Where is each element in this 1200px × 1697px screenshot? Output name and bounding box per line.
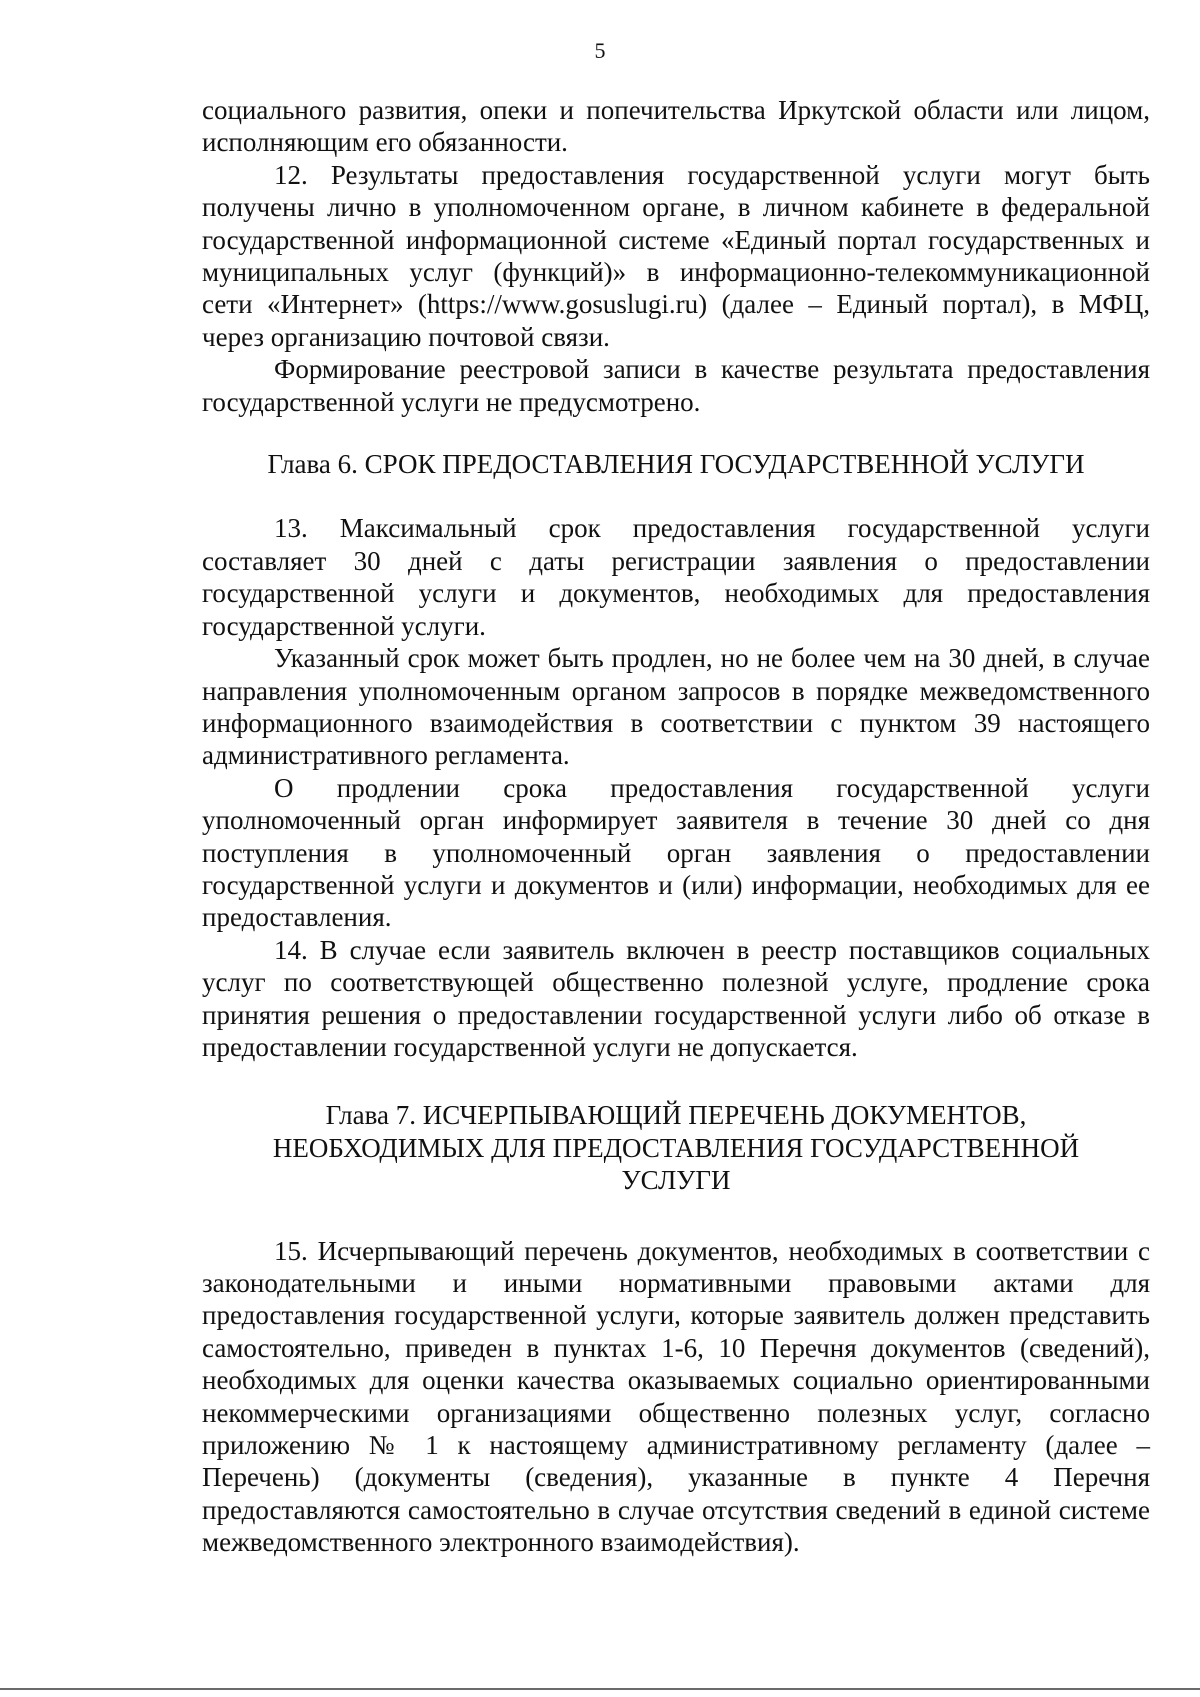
paragraph-14: 14. В случае если заявитель включен в реестр поставщиков социальных услуг по соответствующей общественно полезной услуге, продление срока принятия решения о предоставлении государственной услуги либо об отказе в предоставлении государственной услуги не допускается. <box>202 934 1150 1062</box>
paragraph-13-notification: О продлении срока предоставления государственной услуги уполномоченный орган информирует заявителя в течение 30 дней со дня поступления в уполномоченный орган заявления о предоставлении государственной услуги и документов и (или) информации, необходимых для ее предоставления. <box>202 772 1150 933</box>
chapter-7-heading-line-1: Глава 7. ИСЧЕРПЫВАЮЩИЙ ПЕРЕЧЕНЬ ДОКУМЕНТОВ, <box>325 1100 1027 1131</box>
paragraph-12-registry-note: Формирование реестровой записи в качестве результата предоставления государственной услуги не предусмотрено. <box>202 354 1150 417</box>
chapter-6-heading: Глава 6. СРОК ПРЕДОСТАВЛЕНИЯ ГОСУДАРСТВЕННОЙ УСЛУГИ <box>267 449 1085 480</box>
paragraph-12: 12. Результаты предоставления государственной услуги могут быть получены лично в уполномоченном органе, в личном кабинете в федеральной государственной информационной системе «Единый портал государственных и муниципальных услуг (функций)» в информационно-телекоммуникационной сети «Интернет» (https://www.gosuslugi.ru) (далее – Единый портал), в МФЦ, через организацию почтовой связи. <box>202 159 1150 352</box>
paragraph-13-extension: Указанный срок может быть продлен, но не более чем на 30 дней, в случае направления уполномоченным органом запросов в порядке межведомственного информационного взаимодействия в соответствии с пунктом 39 настоящего административного регламента. <box>202 643 1150 771</box>
chapter-7-heading <box>202 1099 1150 1196</box>
page-number: 5 <box>594 38 606 63</box>
document-body <box>202 94 1150 1559</box>
paragraph-15: 15. Исчерпывающий перечень документов, необходимых в соответствии с законодательными и иными нормативными правовыми актами для предоставления государственной услуги, которые заявитель должен представить самостоятельно, приведен в пунктах 1-6, 10 Перечня документов (сведений), необходимых для оценки качества оказываемых социально ориентированными некоммерческими организациями общественно полезных услуг, согласно приложению № 1 к настоящему административному регламенту (далее – Перечень) (документы (сведения), указанные в пункте 4 Перечня предоставляются самостоятельно в случае отсутствия сведений в единой системе межведомственного электронного взаимодействия). <box>202 1235 1150 1558</box>
chapter-7-heading-line-2: НЕОБХОДИМЫХ ДЛЯ ПРЕДОСТАВЛЕНИЯ ГОСУДАРСТВЕННОЙ <box>272 1132 1080 1163</box>
paragraph-continuation: социального развития, опеки и попечительства Иркутской области или лицом, исполняющим его обязанности. <box>202 95 1150 158</box>
scan-bottom-edge <box>0 1688 1200 1690</box>
paragraph-13: 13. Максимальный срок предоставления государственной услуги составляет 30 дней с даты регистрации заявления о предоставлении государственной услуги и документов, необходимых для предоставления государственной услуги. <box>202 513 1150 641</box>
chapter-7-heading-line-3: УСЛУГИ <box>621 1165 731 1196</box>
